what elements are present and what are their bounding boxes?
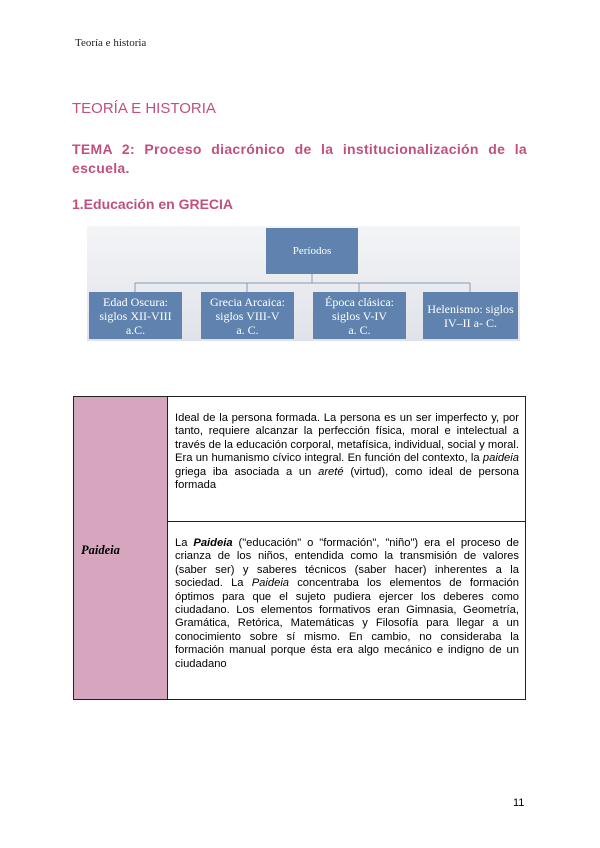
text-run-emphasis: Paideia [251, 577, 290, 590]
text-run: (virtud), como ideal de persona formada [175, 465, 519, 492]
running-header: Teoría e historia [75, 37, 147, 49]
section-heading: 1.Educación en GRECIA [72, 196, 234, 212]
text-run-strong: Paideia [193, 537, 233, 549]
diagram-node-epoca-clasica [313, 292, 406, 339]
definition-text-2 [169, 523, 524, 671]
text-run: Ideal de la persona formada. La persona es un ser imperfecto y, por tanto, requiere alcanzar la perfección física, moral e intelectual a través de la educación corporal, metafísica, individual, social y moral. Era un humanismo cívico integral. En función del contexto, la [175, 412, 519, 465]
table-row [74, 397, 526, 522]
diagram-root-node [266, 228, 358, 274]
definition-cell-1 [168, 397, 526, 522]
node-line: a. C. [348, 322, 371, 337]
node-line: siglos V-IV [331, 308, 387, 323]
text-run-emphasis: areté [318, 465, 344, 478]
diagram-node-edad-oscura [89, 292, 182, 339]
node-line: Época clásica: [325, 294, 394, 309]
document-title: TEORÍA E HISTORIA [72, 100, 216, 117]
tema-heading: TEMA 2: Proceso diacrónico de la institucionalización de la escuela. [72, 141, 527, 176]
node-line: Helenismo: siglos [427, 301, 514, 316]
node-line: IV–II a- C. [444, 315, 497, 330]
text-run: La [175, 537, 194, 549]
text-run: concentraba los elementos de formación óptimos para que el sujeto pudiera ejercer los deberes como ciudadano. Los elementos formativos eran Gimnasia, Geometría, Gramática, Retórica, Matemáticas y Filosofía para llegar a un conocimiento sobre sí mismo. En cambio, no consideraba la formación manual porque ésta era algo mecánico e indigno de un ciudadano [175, 577, 519, 670]
text-run: griega iba asociada a un [175, 465, 319, 478]
node-line: Edad Oscura: [103, 294, 168, 309]
paideia-table [73, 396, 526, 700]
definition-text-1 [169, 398, 524, 492]
text-run-emphasis: paideia [482, 452, 519, 465]
node-line: siglos XII-VIII [99, 308, 172, 323]
root-label: Períodos [292, 245, 332, 257]
page-number: 11 [513, 797, 525, 809]
node-line: a. C. [236, 322, 259, 337]
node-line: Grecia Arcaica: [210, 294, 285, 309]
node-line: a.C. [125, 322, 146, 337]
term-cell [74, 397, 168, 700]
definition-cell-2 [168, 522, 526, 700]
diagram-node-helenismo [423, 292, 518, 339]
text-run: ("educación" o "formación", "niño") era el proceso de crianza de los niños, entendida como la transmisión de valores (saber ser) y saberes técnicos (saber hacer) inherentes a la sociedad. La [175, 537, 519, 590]
periods-diagram [87, 226, 520, 341]
node-line: siglos VIII-V [215, 308, 280, 323]
term-label: Paideia [81, 542, 120, 557]
diagram-node-grecia-arcaica [201, 292, 294, 339]
